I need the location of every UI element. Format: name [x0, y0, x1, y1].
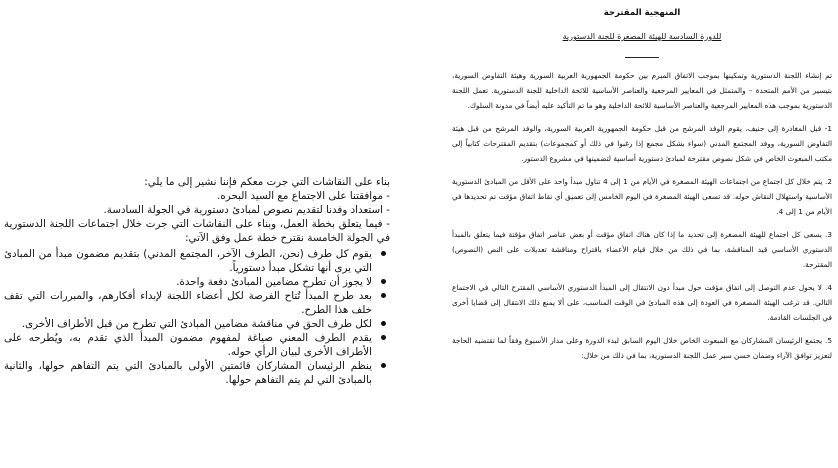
bullet-icon [381, 363, 386, 368]
intro-paragraph: تم إنشاء اللجنة الدستورية وتمكينها بموجب الاتفاق المبرم بين حكومة الجمهورية العربية السورية وهيئة التفاوض السورية، بتيسير من الأمم المتحدة – والمتمثل في المعايير المرجعية والعناصر الأساسية للائحة الداخلية للجنة الدستورية. تعمل اللجنة الدستورية بموجب هذه المعايير المرجعية والعناصر الأساسية للائحة الداخلية وهو ما تم التأكيد عليه أيضاً في مدونة السلوك. [452, 71, 832, 110]
bullet-icon [381, 279, 386, 284]
list-item [4, 289, 372, 317]
item-text: قبل المغادرة إلى جنيف، يقوم الوفد المرشح من قبل حكومة الجمهورية العربية السورية، والوفد المرشح من قبل هيئة التفاوض السورية، ووفد المجتمع المدني (سواء بشكل مجمع إذا رغبوا في ذلك أو كمجموعات) بتقديم المقترحات كتابياً إلى مكتب المبعوث الخاص في شكل نصوص مقترحة لمبادئ دستورية أساسية لتضمينها في مشروع الدستور. [452, 124, 832, 163]
item-text: يسعى كل اجتماع للهيئة المصغرة إلى تحديد ما إذا كان هناك اتفاق مؤقت أو بعض عناصر اتفاق مؤقتة فيما يتعلق بالمبدأ الدستوري الأساسي قيد المناقشة، بما في ذلك من خلال قيام الأعضاء باقتراح ومناقشة تعديلات على النص (النصوص) المقترحة. [452, 230, 832, 269]
item-number: 3. [825, 230, 832, 239]
note-line: - موافقتنا على الاجتماع مع السيد البحره. [217, 190, 390, 202]
item-number: 5. [825, 336, 832, 345]
methodology-item [452, 227, 832, 272]
opening-line: بناء على النقاشات التي جرت معكم فإننا نشير إلى ما يلي: [144, 176, 390, 188]
bullet-icon [381, 335, 386, 340]
methodology-item [452, 280, 832, 325]
work-plan-intro: - فيما يتعلق بخطة العمل، وبناء على النقاشات التي جرت خلال اجتماعات اللجنة الدستورية في الجولة الخامسة نقترح خطة عمل وفق الآتي: [4, 218, 390, 244]
work-plan-list [4, 247, 390, 387]
item-number: 4. [825, 283, 832, 292]
item-number: 2. [825, 177, 832, 186]
list-item-text: يقوم كل طرف (نحن، الطرف الآخر، المجتمع المدني) بتقديم مضمون مبدأ من المبادئ التي يرى أنها تشكل مبدأ دستورياً. [4, 248, 372, 274]
list-item-text: يقدم الطرف المعني صياغة لمفهوم مضمون المبدأ الذي تقدم به، ويُطرحه على الأطراف الأخرى لبيان الرأي حوله. [4, 332, 372, 358]
item-text: يجتمع الرئيسان المشاركان مع المبعوث الخاص خلال اليوم السابق لبدء الدورة وعلى مدار الأسبوع وفقاً لما تقتضيه الحاجة لتعزيز توافق الآراء وضمان حسن سير عمل اللجنة الدستورية، بما في ذلك من خلال: [452, 336, 832, 360]
bullet-icon [381, 321, 386, 326]
list-item [4, 247, 372, 275]
list-item-text: بعد طرح المبدأ تُتاح الفرصة لكل أعضاء اللجنة لإبداء أفكارهم، والمبررات التي تقف خلف هذا الطرح. [4, 290, 372, 316]
list-item [4, 275, 372, 289]
methodology-item [452, 333, 832, 363]
methodology-item [452, 174, 832, 219]
bullet-icon [381, 251, 386, 256]
title-divider [625, 57, 659, 58]
methodology-document [452, 4, 832, 363]
document-subtitle: للدورة السادسة للهيئة المصغرة للجنة الدستورية [562, 32, 722, 41]
list-item [4, 331, 372, 359]
list-item-text: ينظم الرئيسان المشاركان قائمتين الأولى بالمبادئ التي يتم التفاهم حولها، والثانية بالمبادئ التي لم يتم التفاهم حولها. [4, 360, 372, 386]
methodology-item [452, 121, 832, 166]
response-notes [4, 175, 390, 387]
document-title: المنهجية المقترحة [603, 8, 681, 18]
list-item-text: لا يجوز أن تطرح مضامين المبادئ دفعة واحدة. [176, 276, 372, 288]
list-item [4, 359, 372, 387]
bullet-icon [381, 293, 386, 298]
item-text: لا يحول عدم التوصل إلى اتفاق مؤقت حول مبدأ دون الانتقال إلى المبدأ الدستوري الأساسي المقترح التالي في الاجتماع التالي. قد ترغب الهيئة المصغرة في العودة إلى هذه المبادئ في الوقت المناسب، على ألا يمنع ذلك الانتقال إلى قضايا أخرى في الجلسات القادمة. [452, 283, 832, 322]
item-text: يتم خلال كل اجتماع من اجتماعات الهيئة المصغرة في الأيام من 1 إلى 4 تناول مبدأ واحد على الأقل من المبادئ الدستورية الأساسية واستهلال النقاش حوله. قد تسعى الهيئة المصغرة في اليوم الخامس إلى تعميق أي نقاط اتفاق مؤقت تم تحديدها في الأيام من 1 إلى 4. [452, 177, 832, 216]
note-line: - استعداد وفدنا لتقديم نصوص لمبادئ دستورية في الجولة السادسة. [103, 204, 390, 216]
list-item [4, 317, 372, 331]
item-number: 1- [824, 124, 832, 133]
list-item-text: لكل طرف الحق في مناقشة مضامين المبادئ التي تطرح من قبل الأطراف الأخرى. [21, 318, 372, 330]
